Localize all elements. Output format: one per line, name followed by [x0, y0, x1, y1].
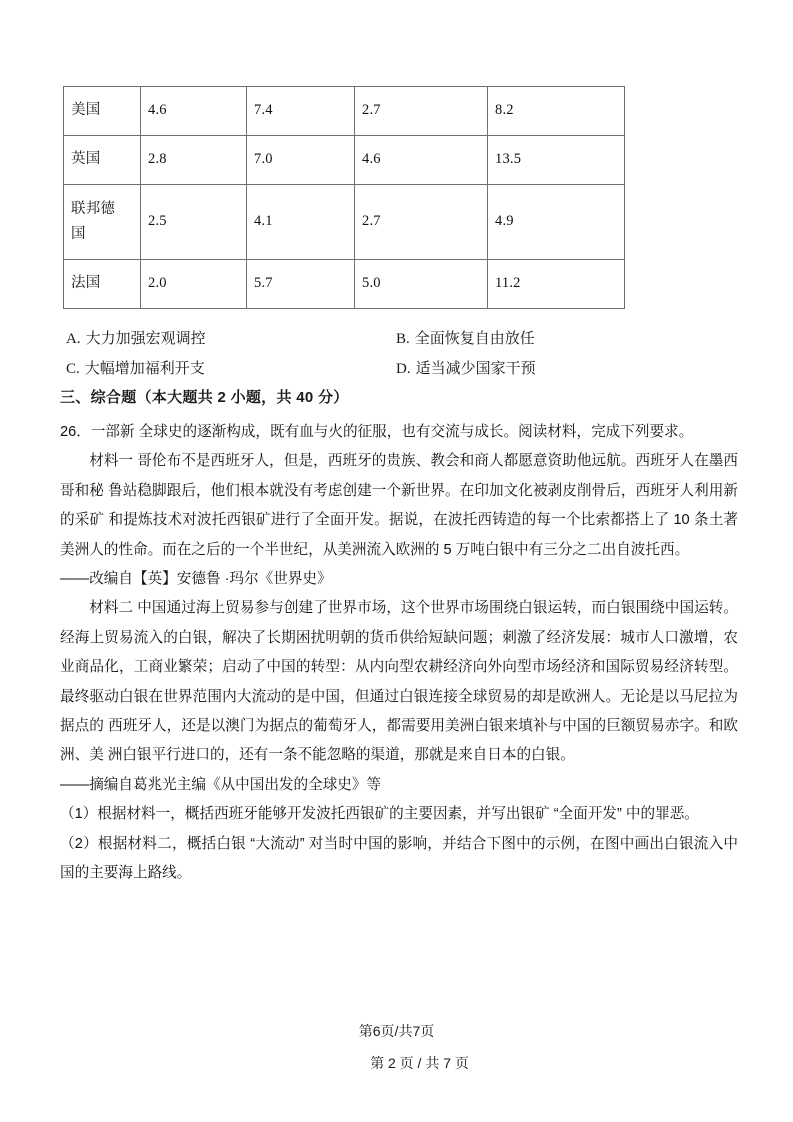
table-row	[64, 87, 625, 136]
table-cell-value: 5.0	[355, 260, 488, 309]
option-c[interactable]	[66, 357, 396, 378]
table-cell-country	[64, 185, 141, 260]
material-one: 材料一 哥伦布不是西班牙人，但是，西班牙的贵族、教会和商人都愿意资助他远航。西班牙人在墨西哥和秘 鲁站稳脚跟后，他们根本就没有考虑创建一个新世界。在印加文化被剥皮削骨后，西班牙人利用新的采矿 和提炼技术对波托西银矿进行了全面开发。据说，在波托西铸造的每一个比索都搭上了 10 条土著美洲人的性命。而在之后的一个半世纪，从美洲流入欧洲的 5 万吨白银中有三分之二出自波托西。	[60, 453, 738, 558]
option-a-text: 大力加强宏观调控	[85, 329, 206, 347]
table-cell-value: 4.9	[488, 185, 625, 260]
table-cell-country: 法国	[64, 260, 141, 309]
table-body	[64, 87, 625, 309]
table-cell-value: 2.8	[141, 136, 247, 185]
table-row	[64, 260, 625, 309]
page-footer-primary: 第6页/共7页	[358, 1023, 435, 1039]
option-d-letter: D.	[396, 360, 411, 377]
table-cell-value: 2.7	[355, 87, 488, 136]
table-cell-country: 美国	[64, 87, 141, 136]
sub-question-2: （2）根据材料二，概括白银 “大流动” 对当时中国的影响，并结合下图中的示例，在图中画出白银流入中国的主要海上路线。	[60, 835, 738, 882]
option-d-text: 适当减少国家干预	[415, 359, 536, 377]
option-b-text: 全面恢复自由放任	[414, 329, 535, 347]
table-cell-value: 4.6	[141, 87, 247, 136]
table-cell-value: 13.5	[488, 136, 625, 185]
question-body	[60, 418, 738, 889]
question-stem: 26．一部新 全球史的逐渐构成，既有血与火的征服，也有交流与成长。阅读材料，完成下列要求。	[60, 424, 694, 440]
table-cell-value: 2.7	[355, 185, 488, 260]
table-cell-value: 5.7	[247, 260, 355, 309]
table-cell-value: 7.0	[247, 136, 355, 185]
option-b[interactable]	[396, 327, 535, 348]
table-row	[64, 136, 625, 185]
table-cell-country: 英国	[64, 136, 141, 185]
option-row-cd	[66, 352, 726, 382]
sub-question-1: （1）根据材料一，概括西班牙能够开发波托西银矿的主要因素，并写出银矿 “全面开发” 中的罪恶。	[60, 806, 699, 823]
table-cell-value: 2.5	[141, 185, 247, 260]
material-two: 材料二 中国通过海上贸易参与创建了世界市场，这个世界市场围绕白银运转，而白银围绕中国运转。经海上贸易流入的白银，解决了长期困扰明朝的货币供给短缺问题；刺激了经济发展：城市人口激增，农业商品化，工商业繁荣；启动了中国的转型：从内向型农耕经济向外向型市场经济和国际贸易经济转型。最终驱动白银在世界范围内大流动的是中国，但通过白银连接全球贸易的却是欧洲人。无论是以马尼拉为据点的 西班牙人，还是以澳门为据点的葡萄牙人，都需要用美洲白银来填补与中国的巨额贸易赤字。和欧洲、美 洲白银平行进口的，还有一条不能忽略的渠道，那就是来自日本的白银。	[60, 600, 738, 764]
option-a-letter: A.	[66, 330, 81, 347]
table-cell-value: 2.0	[141, 260, 247, 309]
table-cell-value: 11.2	[488, 260, 625, 309]
table-row	[64, 185, 625, 260]
answer-options	[66, 322, 726, 382]
table-cell-value: 4.6	[355, 136, 488, 185]
table-cell-value: 4.1	[247, 185, 355, 260]
statistics-table	[63, 86, 625, 309]
option-c-text: 大幅增加福利开支	[84, 359, 205, 377]
page-footer-secondary: 第 2 页 / 共 7 页	[370, 1055, 469, 1071]
table-cell-value: 7.4	[247, 87, 355, 136]
table-cell-country-text: 联邦德国	[71, 200, 116, 242]
table-cell-value: 8.2	[488, 87, 625, 136]
option-a[interactable]	[66, 327, 396, 348]
option-b-letter: B.	[396, 330, 410, 347]
option-row-ab	[66, 322, 726, 352]
option-c-letter: C.	[66, 360, 80, 377]
option-d[interactable]	[396, 357, 536, 378]
section-heading: 三、综合题（本大题共 2 小题，共 40 分）	[60, 389, 349, 406]
citation-one: ——改编自【英】安德鲁 ·玛尔《世界史》	[60, 571, 332, 588]
citation-two: ——摘编自葛兆光主编《从中国出发的全球史》等	[60, 776, 382, 793]
